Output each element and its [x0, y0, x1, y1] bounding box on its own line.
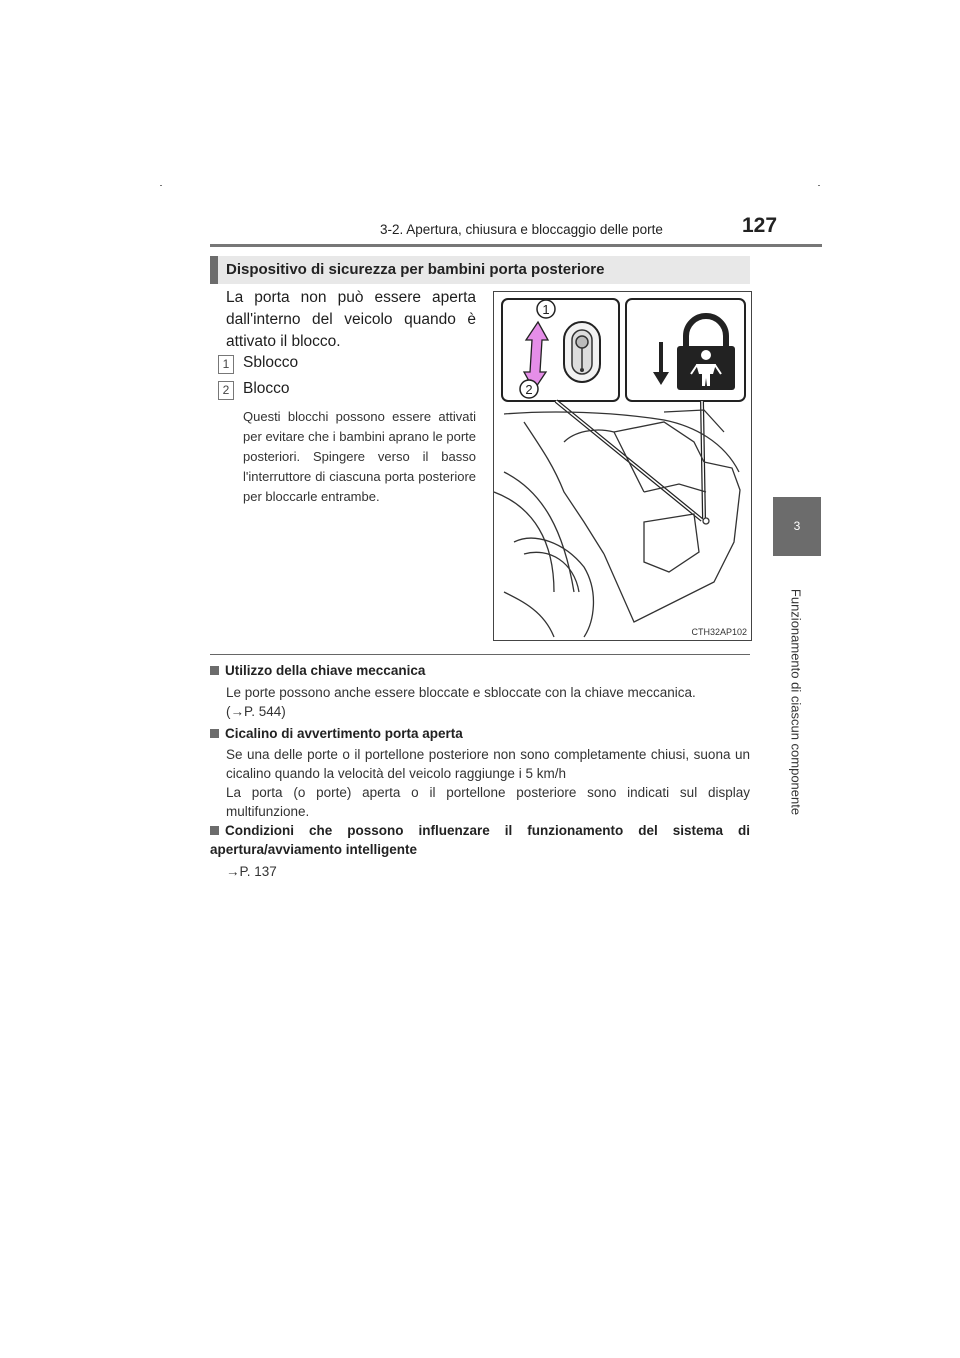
note-2-line-1: Se una delle porte o il portellone posteriore non sono completamente chiusi, suona un cicalino quando la velocità del veicolo raggiunge i 5 km/h — [226, 747, 750, 781]
intro-paragraph: La porta non può essere aperta dall'interno del veicolo quando è attivato il blocco. — [226, 289, 476, 350]
header-rule — [210, 244, 822, 247]
note-2-line-2: La porta (o porte) aperta o il portellone posteriore sono indicati sul display multifunzione. — [226, 785, 750, 819]
page-number: 127 — [742, 214, 778, 237]
header-section-title: 3-2. Apertura, chiusura e bloccaggio delle porte — [380, 222, 663, 237]
switch-knob — [576, 336, 588, 348]
chapter-side-title-text: Funzionamento di ciascun componente — [788, 588, 804, 816]
callout-1-label: 1 — [542, 302, 550, 317]
crop-mark-left — [160, 185, 162, 186]
note-1-line-2: (→P. 544) — [226, 704, 286, 719]
child-icon — [701, 350, 711, 360]
section-title-accent — [210, 256, 218, 284]
section-title: Dispositivo di sicurezza per bambini porta posteriore — [226, 261, 605, 278]
note-heading-mechanical-key — [210, 663, 425, 678]
bullet-square-icon — [210, 729, 219, 738]
section-divider — [210, 654, 750, 655]
bullet-square-icon — [210, 826, 219, 835]
note-heading-1-text: Utilizzo della chiave meccanica — [225, 663, 426, 678]
note-heading-smart-entry — [210, 821, 750, 859]
item-label-lock: Blocco — [243, 380, 290, 397]
item-number-1: 1 — [218, 355, 234, 374]
note-3-line-1: →P. 137 — [226, 864, 277, 879]
chapter-tab: 3 — [773, 497, 821, 556]
child-lock-figure — [493, 291, 752, 641]
callout-2-label: 2 — [525, 382, 533, 397]
note-heading-2-text: Cicalino di avvertimento porta aperta — [225, 726, 463, 741]
crop-mark-right — [818, 185, 820, 186]
figure-code: CTH32AP102 — [691, 627, 747, 637]
switch-inset — [502, 299, 619, 401]
child-lock-illustration — [494, 292, 751, 640]
note-heading-door-warning-buzzer — [210, 726, 463, 741]
child-lock-note: Questi blocchi possono essere attivati per evitare che i bambini aprano le porte posteriori. Spingere verso il basso l'interruttore di ciascuna porta posteriore per bloccarle entrambe. — [243, 409, 476, 504]
item-number-2: 2 — [218, 381, 234, 400]
item-label-unlock: Sblocco — [243, 354, 299, 371]
bullet-square-icon — [210, 666, 219, 675]
note-heading-3-text: Condizioni che possono influenzare il funzionamento del sistema di apertura/avviamento intelligente — [210, 823, 750, 857]
note-1-line-1: Le porte possono anche essere bloccate e sbloccate con la chiave meccanica. — [226, 685, 696, 700]
